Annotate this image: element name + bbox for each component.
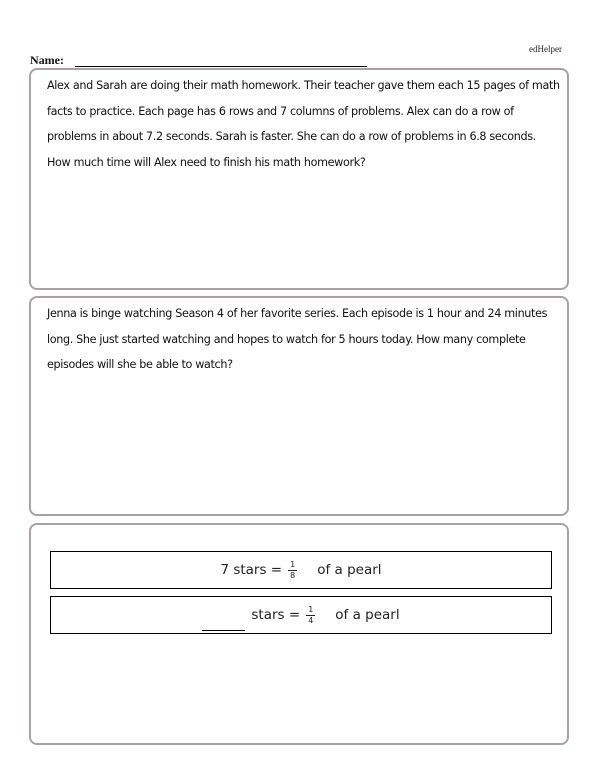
fraction-2-denominator: 4 [308, 615, 314, 625]
problem-box-3 [29, 523, 569, 745]
equation-2-lead: stars = [251, 607, 301, 623]
fraction-1-denominator: 8 [290, 570, 296, 580]
fraction-2 [306, 606, 315, 625]
fraction-2-numerator: 1 [308, 604, 314, 614]
problem-2-statement: Jenna is binge watching Season 4 of her favorite series. Each episode is 1 hour and 24 minutes long. She just started watching and hopes to watch for 5 hours today. How many complete episodes will she be able to watch? [47, 307, 548, 371]
name-input-line[interactable] [75, 66, 367, 67]
equation-row-2 [50, 596, 552, 634]
problem-box-2 [29, 296, 569, 516]
answer-blank[interactable] [202, 604, 245, 631]
problem-1-statement: Alex and Sarah are doing their math homework. Their teacher gave them each 15 pages of math facts to practice. Each page has 6 rows and 7 columns of problems. Alex can do a row of problems in about 7.2 seconds. Sarah is faster. She can do a row of problems in 6.8 seconds. [47, 79, 560, 143]
problem-text-2 [47, 301, 562, 378]
problem-text-1 [47, 73, 562, 175]
name-label: Name: [30, 53, 64, 67]
equation-1-lead: 7 stars = [220, 562, 283, 578]
problem-box-1 [29, 68, 569, 290]
equation-row-1 [50, 551, 552, 589]
problem-1-question: How much time will Alex need to finish his math homework? [47, 155, 366, 169]
equation-1-trail: of a pearl [317, 562, 382, 578]
fraction-1-numerator: 1 [290, 559, 296, 569]
brand-label: edHelper [529, 44, 562, 54]
equation-2-trail: of a pearl [335, 607, 400, 623]
fraction-1 [288, 561, 297, 580]
